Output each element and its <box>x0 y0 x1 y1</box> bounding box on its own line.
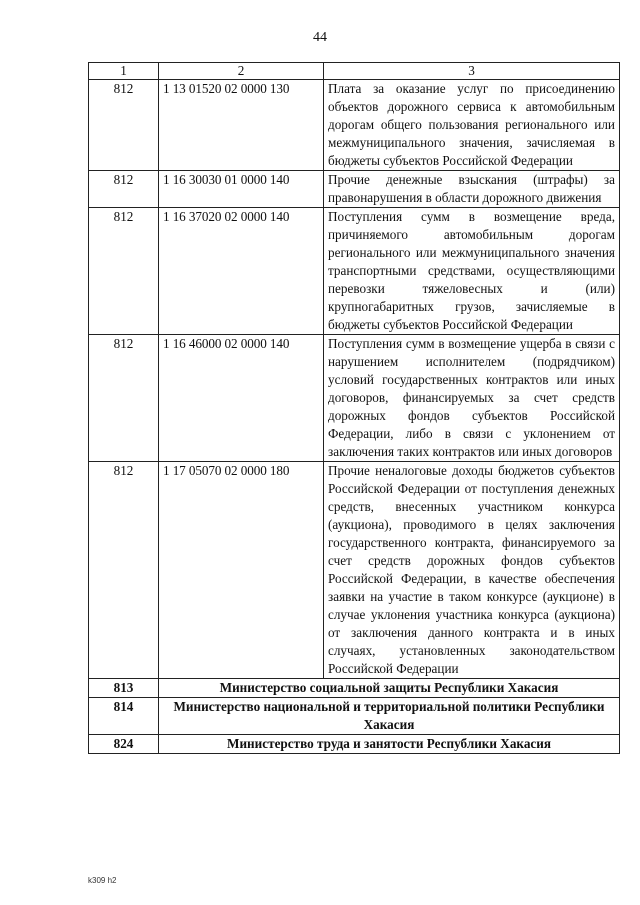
column-header-3: 3 <box>324 63 620 80</box>
ministry-name: Министерство социальной защиты Республики Хакасия <box>159 679 620 698</box>
administrator-code: 812 <box>89 335 159 462</box>
revenue-description: Поступления сумм в возмещение ущерба в связи с нарушением исполнителем (подрядчиком) условий государственных контрактов или иных договоров, финансируемых за счет средств дорожных фондов субъектов Российской Федерации, либо в связи с уклонением от заключения таких контрактов или иных договоров <box>324 335 620 462</box>
ministry-row <box>89 698 620 735</box>
administrator-code: 812 <box>89 208 159 335</box>
revenue-code: 1 16 46000 02 0000 140 <box>159 335 324 462</box>
page-number: 44 <box>313 30 327 45</box>
revenue-description: Прочие неналоговые доходы бюджетов субъектов Российской Федерации от поступления денежных средств, внесенных участником конкурса (аукциона), проводимого в целях заключения государственного контракта, финансируемого за счет средств дорожных фондов субъектов Российской Федерации, в качестве обеспечения заявки на участие в таком конкурсе (аукционе) в случае уклонения участника конкурса (аукциона) от заключения данного контракта и в иных случаях, установленных законодательством Российской Федерации <box>324 462 620 679</box>
ministry-code: 824 <box>89 735 159 754</box>
column-header-1: 1 <box>89 63 159 80</box>
ministry-row <box>89 735 620 754</box>
revenue-description: Поступления сумм в возмещение вреда, причиняемого автомобильным дорогам регионального или межмуниципального значения транспортными средствами, осуществляющими перевозки тяжеловесных и (или) крупногабаритных грузов, зачисляемые в бюджеты субъектов Российской Федерации <box>324 208 620 335</box>
administrator-code: 812 <box>89 171 159 208</box>
table-row <box>89 208 620 335</box>
revenue-code: 1 16 37020 02 0000 140 <box>159 208 324 335</box>
administrator-code: 812 <box>89 462 159 679</box>
ministry-code: 814 <box>89 698 159 735</box>
ministry-name: Министерство труда и занятости Республики Хакасия <box>159 735 620 754</box>
table-row <box>89 462 620 679</box>
revenue-description: Плата за оказание услуг по присоединению объектов дорожного сервиса к автомобильным дорогам общего пользования регионального или межмуниципального значения, зачисляемая в бюджеты субъектов Российской Федерации <box>324 80 620 171</box>
revenue-description: Прочие денежные взыскания (штрафы) за правонарушения в области дорожного движения <box>324 171 620 208</box>
table-row <box>89 335 620 462</box>
ministry-code: 813 <box>89 679 159 698</box>
revenue-code: 1 13 01520 02 0000 130 <box>159 80 324 171</box>
table-header-row <box>89 63 620 80</box>
table-row <box>89 171 620 208</box>
ministry-row <box>89 679 620 698</box>
ministry-name: Министерство национальной и территориальной политики Республики Хакасия <box>159 698 620 735</box>
revenue-code: 1 17 05070 02 0000 180 <box>159 462 324 679</box>
column-header-2: 2 <box>159 63 324 80</box>
revenue-code: 1 16 30030 01 0000 140 <box>159 171 324 208</box>
table-row <box>89 80 620 171</box>
administrator-code: 812 <box>89 80 159 171</box>
budget-classification-table <box>88 62 620 754</box>
document-code: k309 h2 <box>88 876 117 885</box>
